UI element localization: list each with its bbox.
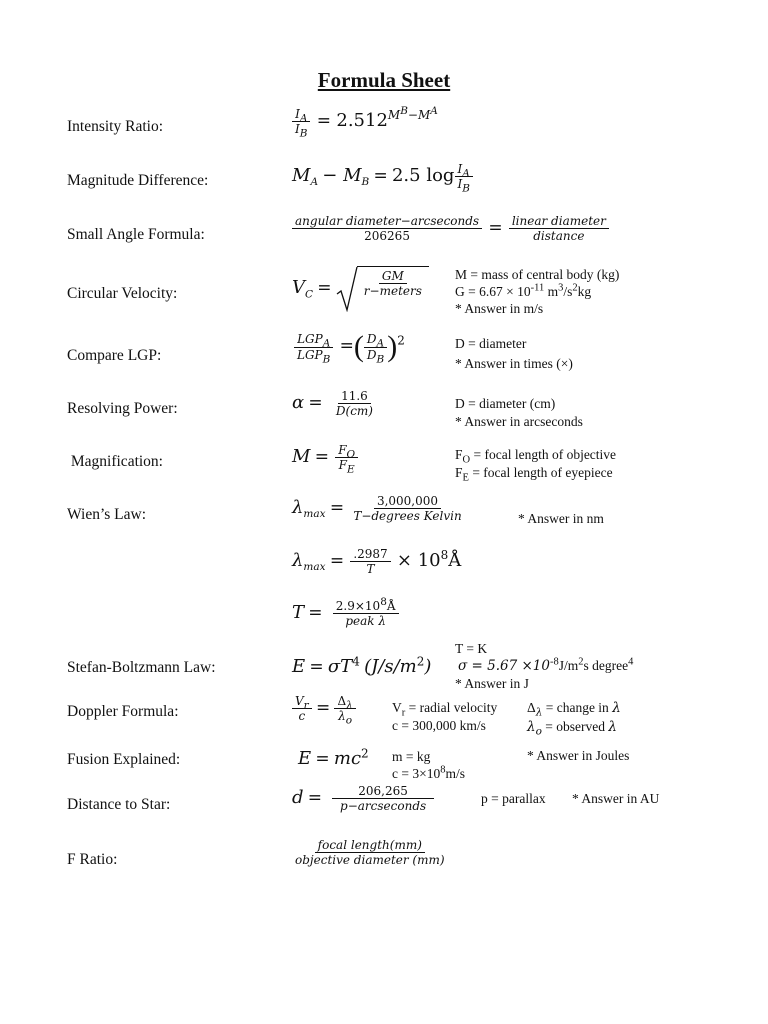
formula-distance-to-star: d = $\frac{206,265}{\text{p−arcseconds}}$ [292,784,436,814]
label-distance-to-star: Distance to Star: [67,796,171,813]
formula-wien-1: $\lambda_{max}$ = $\frac{3,000,000}{\text{T−degrees Kelvin}}$ [292,494,462,524]
note-distance-left: p = parallax [481,791,546,806]
formula-wien-3: T = $\frac{2.9\times 10^8Å}{\text{peak λ}}$ [292,599,401,629]
formula-intensity-ratio: $\frac{I_A}{I_B}$ = $2.512^{M^B-M^A}$ [290,107,438,137]
square-root-icon [336,266,358,312]
label-small-angle: Small Angle Formula: [67,226,205,243]
label-magnitude-difference: Magnitude Difference: [67,172,209,189]
formula-circular-velocity: $V_C$ = $\frac{GM}{\text{r−meters}}$ [292,266,429,312]
formula-wien-2: $\lambda_{max}$ = $\frac{.2987}{T}$ × $10^8Å$ [292,547,462,577]
label-compare-lgp: Compare LGP: [67,347,162,364]
label-f-ratio: F Ratio: [67,851,118,868]
note-doppler-left: $V_r$ = radial velocity c = 300,000 km/s [392,700,498,733]
note-distance-right: * Answer in AU [572,791,660,806]
formula-magnitude-difference: $M_A - M_B = 2.5$ log $\frac{I_A}{I_B}$ [292,162,475,192]
note-resolving-power: D = diameter (cm) * Answer in arcseconds [455,396,583,429]
label-stefan-boltzmann: Stefan-Boltzmann Law: [67,659,216,676]
formula-compare-lgp: $\frac{LGP_A}{LGP_B}$ =( $\frac{D_A}{D_B}$ )$^2$ [292,332,405,362]
formula-doppler: $\frac{V_r}{c}$ = $\frac{\Delta_\lambda}{\lambda_o}$ [292,694,356,724]
label-wiens-law: Wien’s Law: [67,506,147,523]
note-circular-velocity: M = mass of central body (kg) $G = 6.67 \times 10^{-11}$ $m^3/s^2kg$ * Answer in m/s [455,267,620,316]
label-doppler: Doppler Formula: [67,703,179,720]
label-intensity-ratio: Intensity Ratio: [67,118,164,135]
note-wien: * Answer in nm [518,511,604,526]
page-title: Formula Sheet [317,68,451,92]
note-magnification: $F_O$ = focal length of objective $F_E$ = focal length of eyepiece [455,447,617,484]
formula-fusion: $E = mc^2$ [298,746,369,769]
formula-stefan-boltzmann: $E = \sigma T^4$ $(J/s/m^2)$ [292,654,432,677]
note-compare-lgp: D = diameter * Answer in times (×) [455,336,573,371]
label-resolving-power: Resolving Power: [67,400,178,417]
formula-resolving-power: α = $\frac{11.6}{D(cm)}$ [292,389,373,419]
formula-small-angle: $\frac{\text{angular diameter−arcseconds}}{206265}$ = $\frac{\text{linear diameter}}{\text{distance}}$ [290,214,611,244]
note-fusion-right: * Answer in Joules [527,748,630,763]
note-doppler-right: $\Delta_\lambda$ = change in λ $\lambda_o$ = observed λ [527,700,621,738]
note-fusion-left: m = kg $c = 3\times 10^8m/s$ [392,749,465,781]
note-stefan-boltzmann: T = K $\sigma = 5.67 \times 10^{-8}J/m^2s$ degree$^4$ * Answer in J [455,641,634,691]
formula-magnification: M = $\frac{F_O}{F_E}$ [292,443,360,473]
formula-f-ratio: $\frac{\text{focal length(mm)}}{\text{objective diameter (mm)}}$ [295,838,445,868]
label-fusion: Fusion Explained: [67,751,181,768]
label-circular-velocity: Circular Velocity: [67,285,178,302]
label-magnification: Magnification: [67,453,163,470]
